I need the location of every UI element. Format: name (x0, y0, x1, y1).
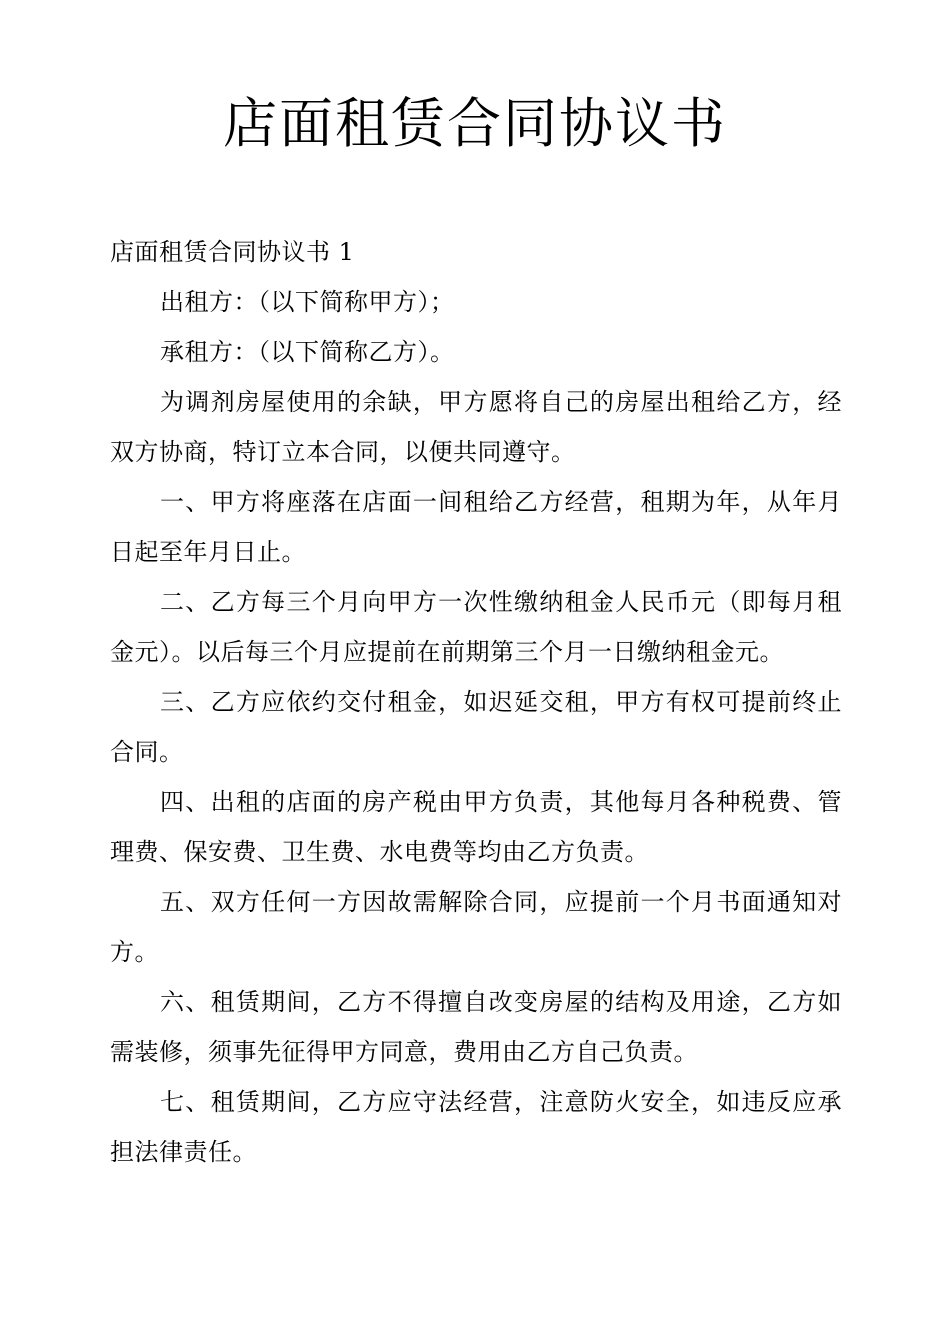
document-title: 店面租赁合同协议书 (223, 92, 727, 155)
section-heading: 店面租赁合同协议书 1 (110, 238, 355, 266)
document-body (110, 227, 842, 1177)
clause-7: 七、租赁期间，乙方应守法经营，注意防火安全，如违反应承担法律责任。 (110, 1088, 842, 1166)
clause-4: 四、出租的店面的房产税由甲方负责，其他每月各种税费、管理费、保安费、卫生费、水电费等均由乙方负责。 (110, 788, 842, 866)
lessor-line: 出租方：（以下简称甲方）； (160, 288, 455, 316)
preamble-paragraph: 为调剂房屋使用的余缺，甲方愿将自己的房屋出租给乙方，经双方协商，特订立本合同，以便共同遵守。 (110, 388, 842, 466)
clause-1: 一、甲方将座落在店面一间租给乙方经营，租期为年，从年月日起至年月日止。 (110, 488, 842, 566)
clause-5: 五、双方任何一方因故需解除合同，应提前一个月书面通知对方。 (110, 888, 842, 966)
lessee-line: 承租方：（以下简称乙方）。 (160, 338, 455, 366)
clause-3: 三、乙方应依约交付租金，如迟延交租，甲方有权可提前终止合同。 (110, 688, 842, 766)
clause-6: 六、租赁期间，乙方不得擅自改变房屋的结构及用途，乙方如需装修，须事先征得甲方同意，费用由乙方自己负责。 (110, 988, 842, 1066)
clause-2: 二、乙方每三个月向甲方一次性缴纳租金人民币元（即每月租金元）。以后每三个月应提前在前期第三个月一日缴纳租金元。 (110, 588, 842, 666)
